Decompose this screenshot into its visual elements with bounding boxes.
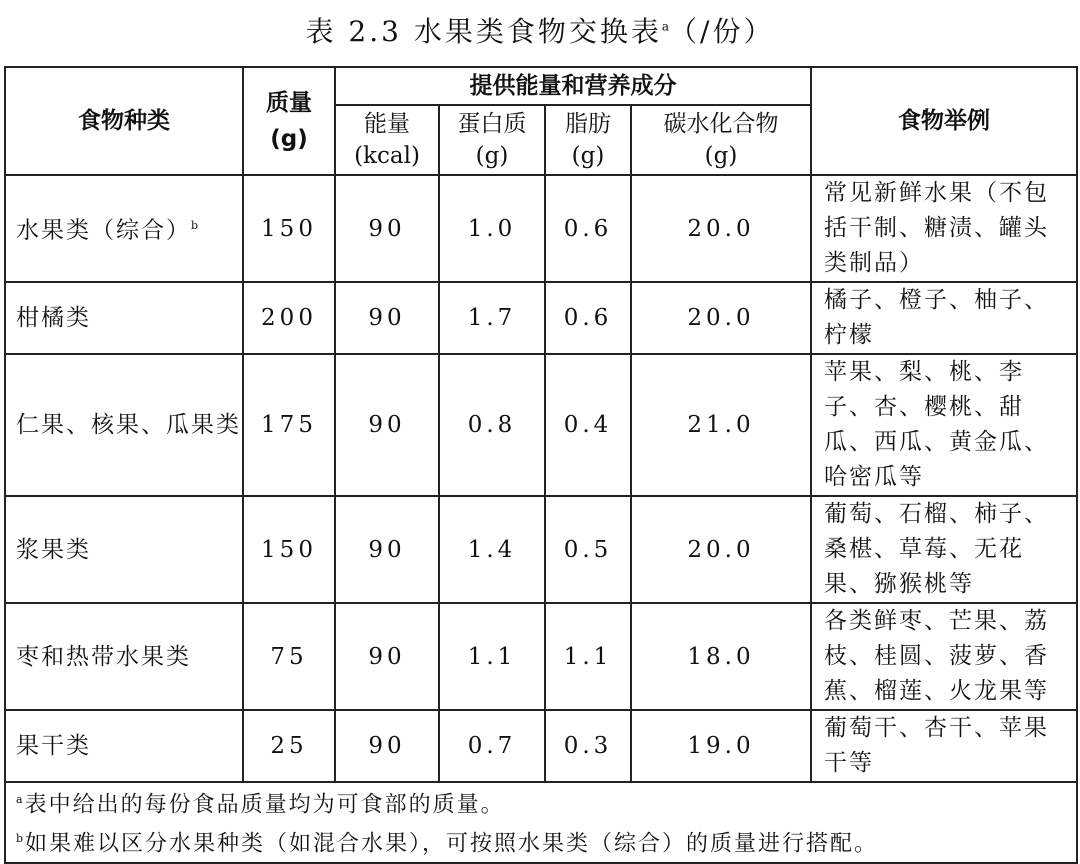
footnote-a — [16, 783, 1076, 822]
header-mass-label: 质量 — [266, 90, 312, 116]
cell-food-name — [5, 603, 243, 710]
header-energy-label: 能量 — [364, 111, 410, 137]
cell-food-name — [5, 496, 243, 603]
header-protein-unit: (g) — [475, 143, 509, 169]
header-energy-unit: (kcal) — [354, 143, 420, 169]
table-row — [5, 710, 1077, 782]
footnote-b-text: 如果难以区分水果种类（如混合水果），可按照水果类（综合）的质量进行搭配。 — [25, 831, 879, 857]
cell-food-name — [5, 354, 243, 496]
cell-carb: 20.0 — [631, 175, 811, 282]
cell-examples: 葡萄、石榴、柿子、桑椹、草莓、无花果、猕猴桃等 — [811, 496, 1077, 603]
header-carb-label: 碳水化合物 — [663, 111, 779, 137]
header-fat-label: 脂肪 — [565, 111, 611, 137]
header-carb-unit: (g) — [704, 143, 738, 169]
header-examples: 食物举例 — [811, 67, 1077, 175]
cell-mass: 175 — [243, 354, 335, 496]
header-fat — [545, 105, 631, 175]
cell-food-name — [5, 710, 243, 782]
header-carb — [631, 105, 811, 175]
table-title-unit: （/份） — [669, 15, 775, 48]
cell-carb: 21.0 — [631, 354, 811, 496]
cell-protein: 1.1 — [439, 603, 545, 710]
cell-energy: 90 — [335, 710, 439, 782]
food-name: 果干类 — [16, 733, 91, 759]
cell-carb: 20.0 — [631, 496, 811, 603]
food-name: 枣和热带水果类 — [16, 643, 191, 670]
cell-mass: 150 — [243, 496, 335, 603]
cell-examples: 苹果、梨、桃、李子、杏、樱桃、甜瓜、西瓜、黄金瓜、哈密瓜等 — [811, 354, 1077, 496]
footnote-b — [16, 822, 1076, 861]
header-fat-unit: (g) — [571, 143, 605, 169]
header-protein-label: 蛋白质 — [457, 111, 527, 137]
cell-carb: 19.0 — [631, 710, 811, 782]
cell-fat: 0.5 — [545, 496, 631, 603]
cell-carb: 18.0 — [631, 603, 811, 710]
cell-protein: 1.7 — [439, 282, 545, 354]
cell-protein: 0.8 — [439, 354, 545, 496]
cell-fat: 1.1 — [545, 603, 631, 710]
table-row — [5, 496, 1077, 603]
cell-food-name — [5, 175, 243, 282]
header-mass-unit: (g) — [270, 126, 308, 152]
footnote-row — [5, 782, 1077, 863]
cell-energy: 90 — [335, 282, 439, 354]
fruit-exchange-table — [4, 66, 1078, 864]
header-protein — [439, 105, 545, 175]
food-name: 水果类（综合） — [16, 217, 191, 244]
header-mass — [243, 67, 335, 175]
cell-protein: 1.0 — [439, 175, 545, 282]
cell-energy: 90 — [335, 175, 439, 282]
table-row — [5, 175, 1077, 282]
footnote-mark: b — [191, 219, 201, 233]
food-name: 仁果、核果、瓜果类 — [16, 412, 241, 438]
cell-protein: 1.4 — [439, 496, 545, 603]
cell-fat: 0.4 — [545, 354, 631, 496]
table-row — [5, 354, 1077, 496]
cell-carb: 20.0 — [631, 282, 811, 354]
cell-examples: 各类鲜枣、芒果、荔枝、桂圆、菠萝、香蕉、榴莲、火龙果等 — [811, 603, 1077, 710]
table-row — [5, 603, 1077, 710]
footnote-b-mark: b — [16, 832, 26, 846]
footnote-a-text: 表中给出的每份食品质量均为可食部的质量。 — [24, 792, 505, 818]
cell-energy: 90 — [335, 354, 439, 496]
header-food-type: 食物种类 — [5, 67, 243, 175]
cell-examples: 常见新鲜水果（不包括干制、糖渍、罐头类制品） — [811, 175, 1077, 282]
cell-energy: 90 — [335, 603, 439, 710]
title-footnote-mark: a — [661, 19, 670, 34]
cell-fat: 0.6 — [545, 282, 631, 354]
cell-mass: 75 — [243, 603, 335, 710]
header-energy — [335, 105, 439, 175]
cell-protein: 0.7 — [439, 710, 545, 782]
cell-fat: 0.3 — [545, 710, 631, 782]
table-title-text: 表 2.3 水果类食物交换表 — [305, 15, 662, 48]
table-row — [5, 282, 1077, 354]
cell-examples: 葡萄干、杏干、苹果干等 — [811, 710, 1077, 782]
cell-fat: 0.6 — [545, 175, 631, 282]
food-name: 柑橘类 — [16, 305, 91, 331]
food-name: 浆果类 — [16, 536, 91, 563]
cell-examples: 橘子、橙子、柚子、柠檬 — [811, 282, 1077, 354]
cell-mass: 200 — [243, 282, 335, 354]
cell-energy: 90 — [335, 496, 439, 603]
cell-mass: 25 — [243, 710, 335, 782]
cell-food-name — [5, 282, 243, 354]
table-title — [0, 10, 1080, 50]
footnotes — [5, 782, 1077, 863]
cell-mass: 150 — [243, 175, 335, 282]
footnote-a-mark: a — [16, 793, 25, 806]
header-nutrients-group: 提供能量和营养成分 — [335, 67, 811, 105]
